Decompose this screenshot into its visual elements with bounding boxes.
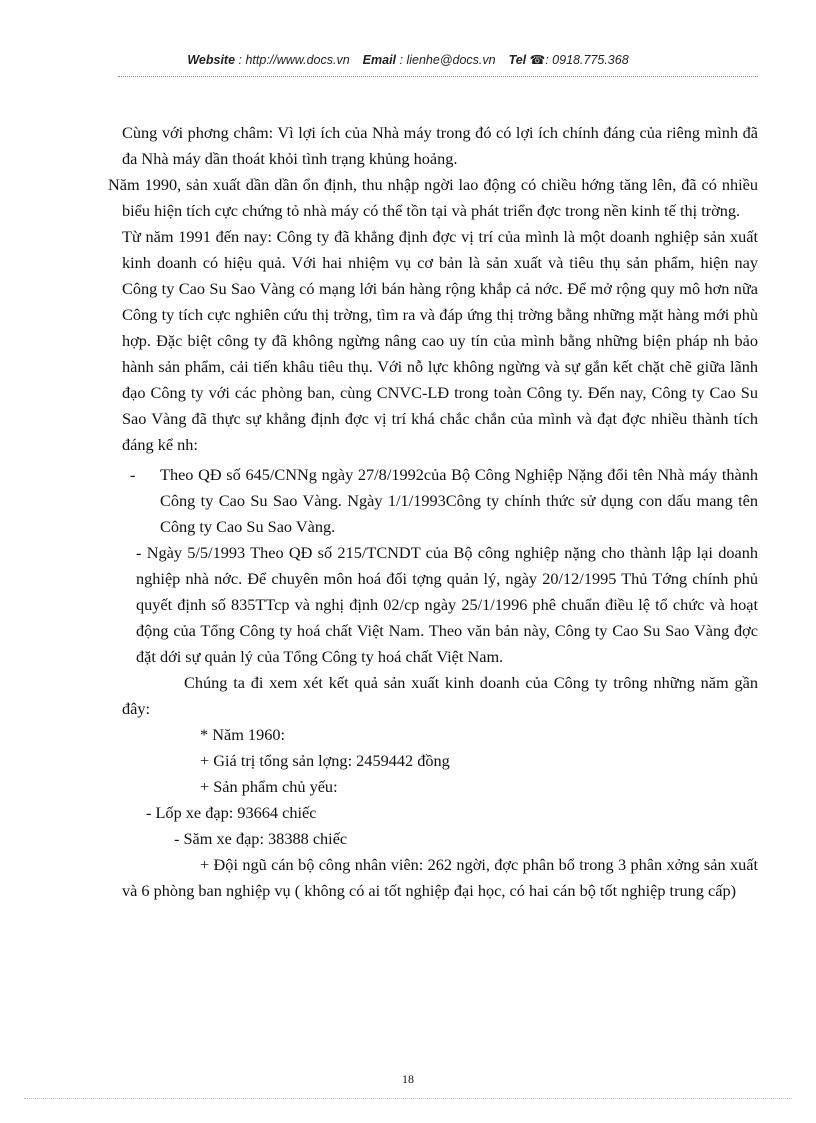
paragraph-4: Chúng ta đi xem xét kết quả sản xuất kinh doanh của Công ty trông những năm gần đây: (122, 673, 758, 718)
page-header (0, 52, 816, 67)
paragraph-1: Cùng với phơng châm: Vì lợi ích của Nhà máy trong đó có lợi ích chính đáng của riêng mình đã đa Nhà máy dần thoát khỏi tình trạng khủng hoảng. (122, 123, 758, 168)
list-line-year: * Năm 1960: (200, 725, 286, 744)
tel-label: Tel (508, 53, 527, 67)
document-body (108, 120, 758, 904)
email-value: : lienhe@docs.vn (399, 53, 496, 67)
page-number: 18 (402, 1072, 414, 1086)
tel-value: : 0918.775.368 (545, 53, 629, 67)
website-label: Website (187, 53, 236, 67)
paragraph-3: Từ năm 1991 đến nay: Công ty đã khẳng định đợc vị trí của mình là một doanh nghiệp sản xuất kinh doanh có hiệu quả. Với hai nhiệm vụ cơ bản là sản xuất và tiêu thụ sản phẩm, hiện nay Công ty Cao Su Sao Vàng có mạng lới bán hàng rộng khắp cả nớc. Để mở rộng quy mô hơn nữa Công ty tích cực nghiên cứu thị trờng, tìm ra và đáp ứng thị trờng bằng những mặt hàng mới phù hợp. Đặc biệt công ty đã không ngừng nâng cao uy tín của mình bằng những biện pháp nh bảo hành sản phẩm, cải tiến khâu tiêu thụ. Với nỗ lực không ngừng và sự gắn kết chặt chẽ giữa lãnh đạo Công ty với các phòng ban, cùng CNVC-LĐ trong toàn Công ty. Đến nay, Công ty Cao Su Sao Vàng đã thực sự khẳng định đợc vị trí khá chắc chắn của mình và đạt đợc nhiều thành tích đáng kể nh: (122, 227, 758, 454)
dash-paragraph: - Ngày 5/5/1993 Theo QĐ số 215/TCNDT của Bộ công nghiệp nặng cho thành lập lại doanh nghiệp nhà nớc. Để chuyên môn hoá đối tợng quản lý, ngày 20/12/1995 Thủ Tớng chính phủ quyết định số 835TTcp và nghị định 02/cp ngày 25/1/1996 phê chuẩn điều lệ tổ chức và hoạt động của Tổng Công ty hoá chất Việt Nam. Theo văn bản này, Công ty Cao Su Sao Vàng đợc đặt dới sự quản lý của Tổng Công ty hoá chất Việt Nam. (136, 543, 758, 666)
phone-icon: ☎ (529, 53, 546, 67)
bullet-item (122, 462, 758, 540)
list-line-tubes: - Săm xe đạp: 38388 chiếc (174, 829, 348, 848)
list-line-output: + Giá trị tổng sản lợng: 2459442 đồng (200, 751, 450, 770)
list-line-tires: - Lốp xe đạp: 93664 chiếc (146, 803, 317, 822)
paragraph-2: Năm 1990, sản xuất dần dần ổn định, thu nhập ngời lao động có chiều hớng tăng lên, đã có nhiều biểu hiện tích cực chứng tỏ nhà máy có thể tồn tại và phát triển đợc trong nền kinh tế thị trờng. (108, 175, 758, 220)
header-divider (118, 76, 758, 77)
bullet-text: Theo QĐ số 645/CNNg ngày 27/8/1992của Bộ Công Nghiệp Nặng đổi tên Nhà máy thành Công ty Cao Su Sao Vàng. Ngày 1/1/1993Công ty chính thức sử dụng con dấu mang tên Công ty Cao Su Sao Vàng. (160, 465, 758, 536)
footer-divider (24, 1098, 792, 1099)
list-line-products: + Sản phẩm chủ yếu: (200, 777, 338, 796)
email-label: Email (362, 53, 397, 67)
website-value: : http://www.docs.vn (238, 53, 350, 67)
bullet-mark: - (130, 465, 136, 484)
paragraph-5: + Đội ngũ cán bộ công nhân viên: 262 ngời, đợc phân bổ trong 3 phân xởng sản xuất và 6 phòng ban nghiệp vụ ( không có ai tốt nghiệp đại học, có hai cán bộ tốt nghiệp trung cấp) (122, 855, 758, 900)
